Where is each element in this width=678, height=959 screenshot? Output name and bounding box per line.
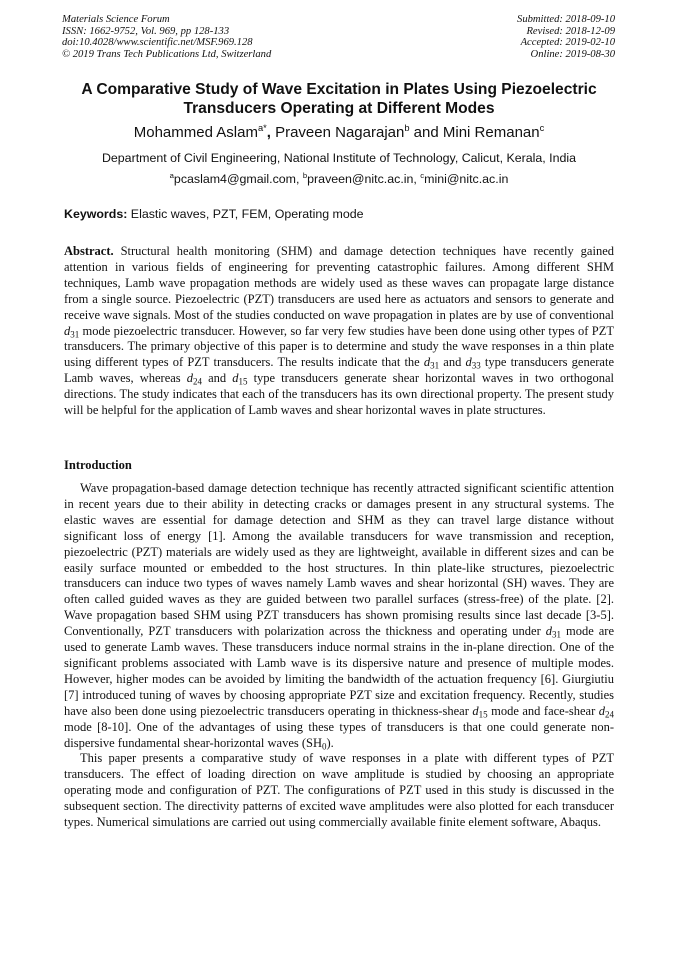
abstract (64, 244, 614, 419)
intro-text-3: mode and face-shear (487, 703, 599, 718)
title-line-1: A Comparative Study of Wave Excitation in Plates Using Piezoelectric (81, 81, 597, 98)
email-3[interactable]: mini@nitc.ac.in (424, 172, 509, 186)
author-1-affil: a* (257, 123, 267, 133)
subscript: 33 (471, 360, 481, 371)
email-1-mark: a (169, 170, 174, 180)
keywords-text: Elastic waves, PZT, FEM, Operating mode (127, 207, 364, 221)
subscript: 31 (70, 328, 80, 339)
intro-text-2: mode are used to generate Lamb waves. These transducers induce normal strains in the in-plane direction. One of the significant problems associated with Lamb wave is its dispersive nature and presence of multiple modes. However, higher modes can be avoided by limiting the bandwidth of the actuation frequency [6]. Giurgiutiu [7] introduced tuning of waves by choosing appropriate PZT size and excitation frequency. Recently, studies have also been done using piezoelectric transducers operating in thickness-shear (64, 624, 614, 718)
subscript: 24 (605, 708, 614, 719)
online-date: Online: 2019-08-30 (530, 49, 615, 61)
abstract-text-1: Structural health monitoring (SHM) and damage detection techniques have recently gained attention in various fields of engineering for preventing catastrophic failures. Among different SHM techniques, Lamb wave propagation methods are widely used as these waves can propagate large distance from a single source. Piezoelectric (PZT) transducers are used here as actuators and sensors to generate and receive wave signals. Most of the studies conducted on wave propagation in plates are by use of conventional (64, 244, 614, 322)
keywords (64, 207, 364, 222)
affiliation: Department of Civil Engineering, National Institute of Technology, Calicut, Kerala, India (101, 151, 577, 165)
introduction-body (64, 481, 614, 831)
abstract-text-5: and (202, 371, 233, 386)
copyright-line: © 2019 Trans Tech Publications Ltd, Switzerland (62, 49, 272, 61)
symbol-d: d (472, 703, 479, 718)
email-1[interactable]: pcaslam4@gmail.com, (173, 172, 303, 186)
author-3-affil: c (539, 123, 545, 133)
email-2[interactable]: praveen@nitc.ac.in, (307, 172, 421, 186)
intro-paragraph-2: This paper presents a comparative study of wave responses in a plate with different types of PZT transducers. The effect of loading direction on wave amplitude is studied by choosing an appropriate operating mode and configuration of PZT. The configurations of PZT used in this study is discussed in the subsequent section. The directivity patterns of excited wave amplitudes were also plotted for each transducer types. Numerical simulations are carried out using commercially available finite element software, Abaqus. (64, 751, 614, 830)
symbol-d: d (232, 371, 239, 386)
author-2: Praveen Nagarajan (270, 124, 405, 141)
issn-line: ISSN: 1662-9752, Vol. 969, pp 128-133 (62, 25, 230, 37)
symbol-d: d (186, 371, 193, 386)
author-separator: , (266, 124, 271, 141)
introduction-heading: Introduction (64, 458, 132, 472)
keywords-label: Keywords: (64, 207, 128, 221)
abstract-label: Abstract. (64, 244, 114, 258)
subscript: 15 (478, 708, 488, 719)
author-2-affil: b (404, 123, 410, 133)
author-list (52, 124, 626, 142)
intro-text-4: mode [8-10]. One of the advantages of using these types of transducers is that one could generate non-dispersive fundamental shear-horizontal waves (SH (64, 719, 614, 750)
author-and: and (409, 124, 443, 141)
subscript: 31 (430, 360, 440, 371)
abstract-text-6: type transducers generate shear horizontal waves in two orthogonal directions. The study indicates that each of the transducers has its own directional property. The present study will be helpful for the application of Lamb waves and shear horizontal waves in plate structures. (64, 371, 614, 418)
intro-text-1: Wave propagation-based damage detection technique has recently attracted significant scientific attention in recent years due to their ability in detecting cracks or damages present in any structural systems. The elastic waves are essential for damage detection and SHM as they can travel large distance without significant loss of energy [1]. Among the available transducers for wave transmission and reception, piezoelectric (PZT) materials are widely used as they are lightweight, available in different sizes and can be easily surface mounted or embedded to the host structures. In thin plate-like structures, piezoelectric transducers can induce two types of waves namely Lamb waves and shear horizontal (SH) waves. They are often called guided waves as they are guided between two parallel surfaces (stress-free) of the plate. [2]. Wave propagation based SHM using PZT transducers has shown promising results since last decade [3-5]. Conventionally, PZT transducers with polarization across the thickness and operating under (64, 481, 614, 639)
symbol-d: d (598, 703, 605, 718)
submitted-date: Submitted: 2018-09-10 (517, 14, 615, 25)
revised-date: Revised: 2018-12-09 (526, 25, 615, 37)
submission-dates (517, 14, 615, 61)
symbol-d: d (423, 355, 431, 370)
journal-name: Materials Science Forum (62, 14, 170, 25)
symbol-d: d (545, 624, 552, 639)
subscript: 24 (193, 376, 202, 387)
intro-text-5: ). (326, 735, 334, 750)
intro-paragraph-1 (64, 481, 614, 751)
doi-line: doi:10.4028/www.scientific.net/MSF.969.128 (62, 37, 253, 49)
email-2-mark: b (302, 170, 308, 180)
symbol-d: d (64, 323, 71, 338)
abstract-text-3: and (439, 355, 466, 370)
author-emails (52, 172, 626, 187)
email-3-mark: c (420, 170, 425, 180)
paper-title (52, 81, 626, 118)
title-line-2: Transducers Operating at Different Modes (183, 99, 495, 117)
journal-info (62, 14, 271, 61)
author-3: Mini Remanan (442, 124, 540, 141)
abstract-text-2: mode piezoelectric transducer. However, so far very few studies have been done using other types of PZT transducers. The primary objective of this paper is to determine and study the wave responses in a thin plate using different types of PZT transducers. The results indicate that the (64, 323, 614, 370)
symbol-d: d (465, 355, 472, 370)
accepted-date: Accepted: 2019-02-10 (520, 37, 615, 49)
subscript: 0 (322, 740, 327, 751)
subscript: 15 (238, 376, 248, 387)
subscript: 31 (552, 629, 561, 640)
author-1: Mohammed Aslam (133, 124, 258, 141)
abstract-text-4: type transducers generate Lamb waves, whereas (64, 355, 614, 386)
